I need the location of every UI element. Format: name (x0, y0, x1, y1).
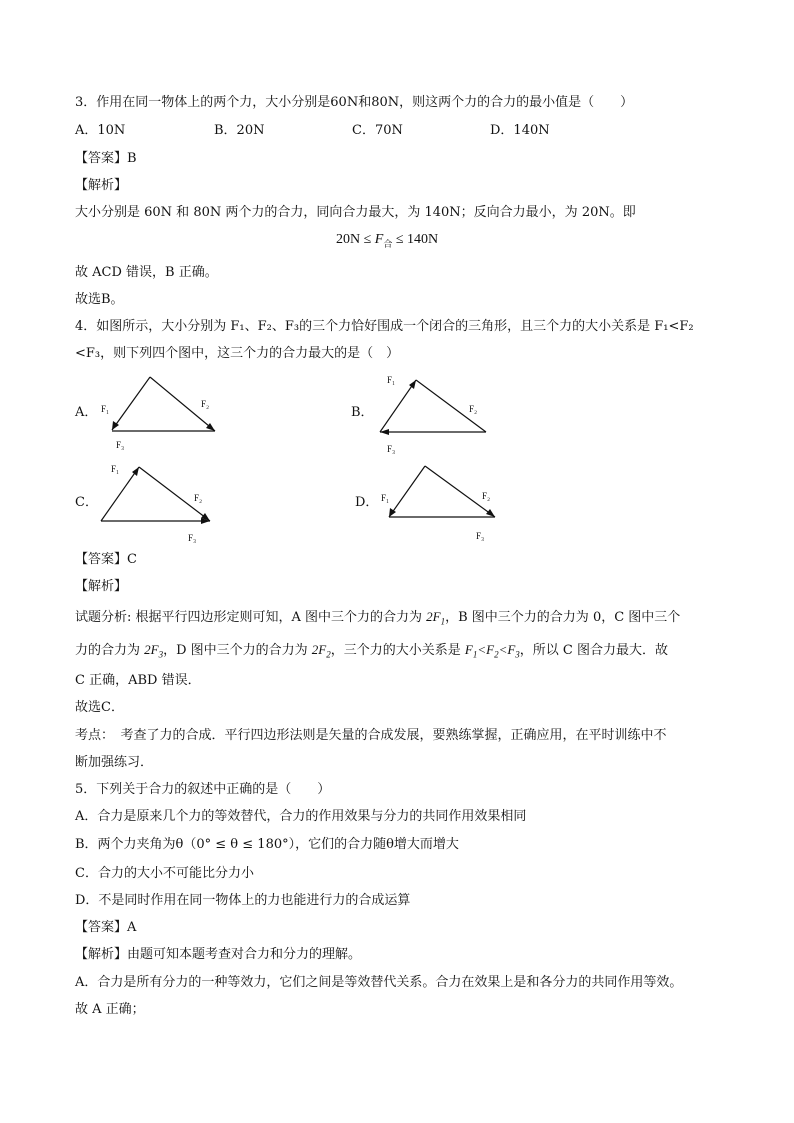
q4-b-f2-label: F₂ (469, 404, 478, 414)
q3-analysis-line: 大小分别是 60N 和 80N 两个力的合力，同向合力最大，为 140N；反向合力最小，为 20N。即 (75, 205, 636, 220)
q5-detail: A．合力是所有分力的一种等效力，它们之间是等效替代关系。合力在效果上是和各分力的共同作用等效。 (75, 975, 683, 990)
q3-option-b: B．20N (214, 123, 265, 138)
q3-option-d: D．140N (490, 123, 550, 138)
q3-choice: 故选B。 (75, 292, 124, 307)
q4-diagram-d (375, 455, 500, 545)
q4-analysis-line-3: C 正确，ABD 错误． (75, 673, 201, 688)
q4-note-line-2: 断加强练习． (75, 755, 154, 770)
q4-c-f2-label: F₂ (194, 493, 203, 503)
q5-option-a: A．合力是原来几个力的等效替代，合力的作用效果与分力的共同作用效果相同 (75, 809, 527, 824)
q4-b-f1-label: F₁ (387, 375, 396, 385)
q4-a-f2-label: F₂ (201, 399, 210, 409)
q4-analysis-line-1: 试题分析: 根据平行四边形定则可知，A 图中三个力的合力为 $2F_1$，B 图中三个力的合力为 0，C 图中三个 (75, 609, 681, 627)
q5-analysis: 【解析】由题可知本题考查对合力和分力的理解。 (75, 947, 362, 962)
q3-equation: $20N \le F_合 \le 140N$ (336, 232, 439, 249)
q4-note-line-1: 考点： 考查了力的合成．平行四边形法则是矢量的合成发展，要熟练掌握，正确应用，在平时训练中不 (75, 728, 667, 743)
q4-question-line-2: <F₃，则下列四个图中，这三个力的合力最大的是（ ） (75, 346, 400, 361)
q4-diagram-b (372, 368, 497, 458)
q4-question-line-1: 4．如图所示，大小分别为 F₁、F₂、F₃的三个力恰好围成一个闭合的三角形，且三个力的大小关系是 F₁<F₂ (75, 319, 694, 334)
q4-option-c-label: C． (75, 495, 98, 510)
q5-question: 5．下列关于合力的叙述中正确的是（ ） (75, 782, 331, 797)
q4-c-f3-label: F₃ (188, 533, 197, 543)
q3-analysis-title: 【解析】 (75, 178, 128, 193)
q4-analysis-title: 【解析】 (75, 579, 128, 594)
q5-option-c: C．合力的大小不可能比分力小 (75, 866, 254, 881)
q4-diagram-c (95, 455, 220, 545)
q4-a-f1-label: F₁ (101, 404, 110, 414)
q4-d-f2-label: F₂ (482, 491, 491, 501)
q4-b-f3-label: F₃ (387, 444, 396, 454)
q4-option-d-label: D． (355, 495, 379, 510)
q4-diagram-a (95, 370, 225, 455)
q3-answer: 【答案】B (75, 151, 137, 166)
q5-option-b: B．两个力夹角为θ（0° ≤ θ ≤ 180°），它们的合力随θ增大而增大 (75, 837, 459, 852)
q4-a-f3-label: F₃ (116, 440, 125, 450)
q4-analysis-line-2: 力的合力为 $2F_3$，D 图中三个力的合力为 $2F_2$，三个力的大小关系是 $F_1<F_2<F_3$，所以 C 图合力最大．故 (75, 642, 668, 660)
q3-option-c: C．70N (352, 123, 403, 138)
q5-option-d: D．不是同时作用在同一物体上的力也能进行力的合成运算 (75, 893, 411, 908)
q4-d-f3-label: F₃ (476, 531, 485, 541)
q5-answer: 【答案】A (75, 920, 137, 935)
q4-d-f1-label: F₁ (381, 493, 390, 503)
q3-question: 3．作用在同一物体上的两个力，大小分别是60N和80N，则这两个力的合力的最小值是（ ） (75, 95, 634, 110)
q4-option-b-label: B． (351, 405, 374, 420)
q4-c-f1-label: F₁ (111, 464, 120, 474)
q3-option-a: A．10N (75, 123, 126, 138)
q3-analysis-conclusion: 故 ACD 错误，B 正确。 (75, 265, 218, 280)
q4-option-a-label: A． (75, 405, 98, 420)
q4-choice: 故选C． (75, 700, 124, 715)
q4-answer: 【答案】C (75, 552, 137, 567)
q5-conclusion: 故 A 正确； (75, 1002, 145, 1017)
